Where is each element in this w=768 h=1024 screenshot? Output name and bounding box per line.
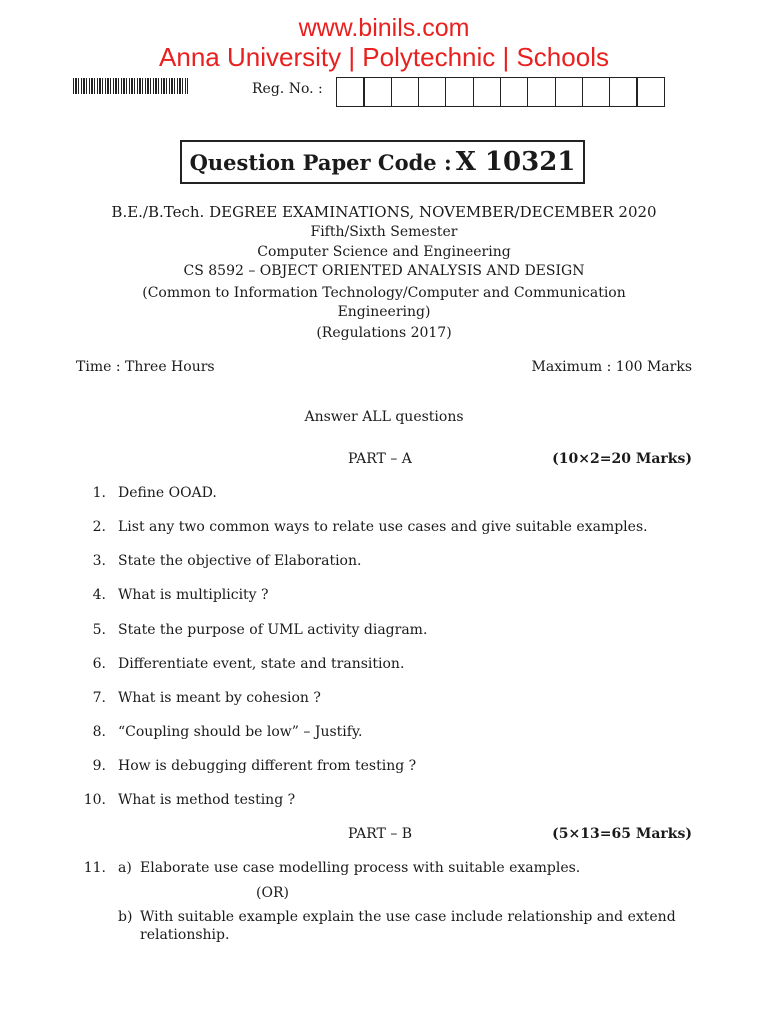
question-number: 5. xyxy=(92,622,106,638)
option-a-text: Elaborate use case modelling process with suitable examples. xyxy=(140,860,581,876)
question-number: 11. xyxy=(83,860,106,876)
barcode-icon xyxy=(73,78,188,94)
watermark-tagline: Anna University | Polytechnic | Schools xyxy=(159,42,609,72)
question-text: How is debugging different from testing ? xyxy=(118,758,417,774)
reg-no-box xyxy=(609,77,638,107)
exam-time: Time : Three Hours xyxy=(76,359,215,375)
question-number: 9. xyxy=(92,758,106,774)
exam-max-marks: Maximum : 100 Marks xyxy=(531,359,692,375)
part-a-label: PART – A xyxy=(348,451,412,467)
exam-branch: Computer Science and Engineering xyxy=(257,244,511,260)
question-text: Define OOAD. xyxy=(118,485,217,501)
reg-no-box xyxy=(527,77,556,107)
part-b-marks: (5×13=65 Marks) xyxy=(552,826,692,842)
reg-no-box xyxy=(391,77,420,107)
question-text: Differentiate event, state and transition. xyxy=(118,656,405,672)
exam-course: CS 8592 – OBJECT ORIENTED ANALYSIS AND DESIGN xyxy=(183,263,585,279)
watermark-site: www.binils.com xyxy=(298,14,470,42)
reg-no-box xyxy=(582,77,611,107)
option-b-text-line-1: With suitable example explain the use case include relationship and extend xyxy=(140,909,676,925)
question-paper-code-box xyxy=(180,140,585,184)
question-text: What is multiplicity ? xyxy=(118,587,269,603)
reg-no-box xyxy=(363,77,392,107)
option-b-text-line-2: relationship. xyxy=(140,927,230,943)
question-text: State the objective of Elaboration. xyxy=(118,553,362,569)
part-a-marks: (10×2=20 Marks) xyxy=(552,451,692,467)
question-text: “Coupling should be low” – Justify. xyxy=(118,724,363,740)
question-text: What is method testing ? xyxy=(118,792,296,808)
reg-no-box xyxy=(555,77,584,107)
exam-title: B.E./B.Tech. DEGREE EXAMINATIONS, NOVEMBER/DECEMBER 2020 xyxy=(111,203,657,221)
reg-no-box xyxy=(636,77,665,107)
question-number: 2. xyxy=(92,519,106,535)
question-number: 1. xyxy=(92,485,106,501)
reg-no-box xyxy=(500,77,529,107)
exam-common-to-line-1: (Common to Information Technology/Computer and Communication xyxy=(142,285,626,301)
question-number: 8. xyxy=(92,724,106,740)
option-a-label: a) xyxy=(118,860,132,876)
question-number: 7. xyxy=(92,690,106,706)
reg-no-boxes xyxy=(336,77,665,107)
exam-instruction: Answer ALL questions xyxy=(304,409,464,425)
reg-no-box xyxy=(336,77,365,107)
question-number: 6. xyxy=(92,656,106,672)
exam-common-to-line-2: Engineering) xyxy=(337,304,431,320)
option-b-label: b) xyxy=(118,909,133,925)
question-number: 10. xyxy=(83,792,106,808)
paper-code-value: X 10321 xyxy=(455,147,576,177)
question-text: State the purpose of UML activity diagram. xyxy=(118,622,428,638)
exam-semester: Fifth/Sixth Semester xyxy=(310,224,458,240)
part-b-label: PART – B xyxy=(348,826,413,842)
exam-regulations: (Regulations 2017) xyxy=(316,325,452,341)
paper-code-label: Question Paper Code : xyxy=(189,149,452,175)
reg-no-box xyxy=(418,77,447,107)
question-text: List any two common ways to relate use cases and give suitable examples. xyxy=(118,519,648,535)
reg-no-label: Reg. No. : xyxy=(252,81,323,97)
or-separator: (OR) xyxy=(256,885,289,901)
question-text: What is meant by cohesion ? xyxy=(118,690,321,706)
reg-no-box xyxy=(473,77,502,107)
reg-no-box xyxy=(445,77,474,107)
question-number: 3. xyxy=(92,553,106,569)
question-number: 4. xyxy=(92,587,106,603)
